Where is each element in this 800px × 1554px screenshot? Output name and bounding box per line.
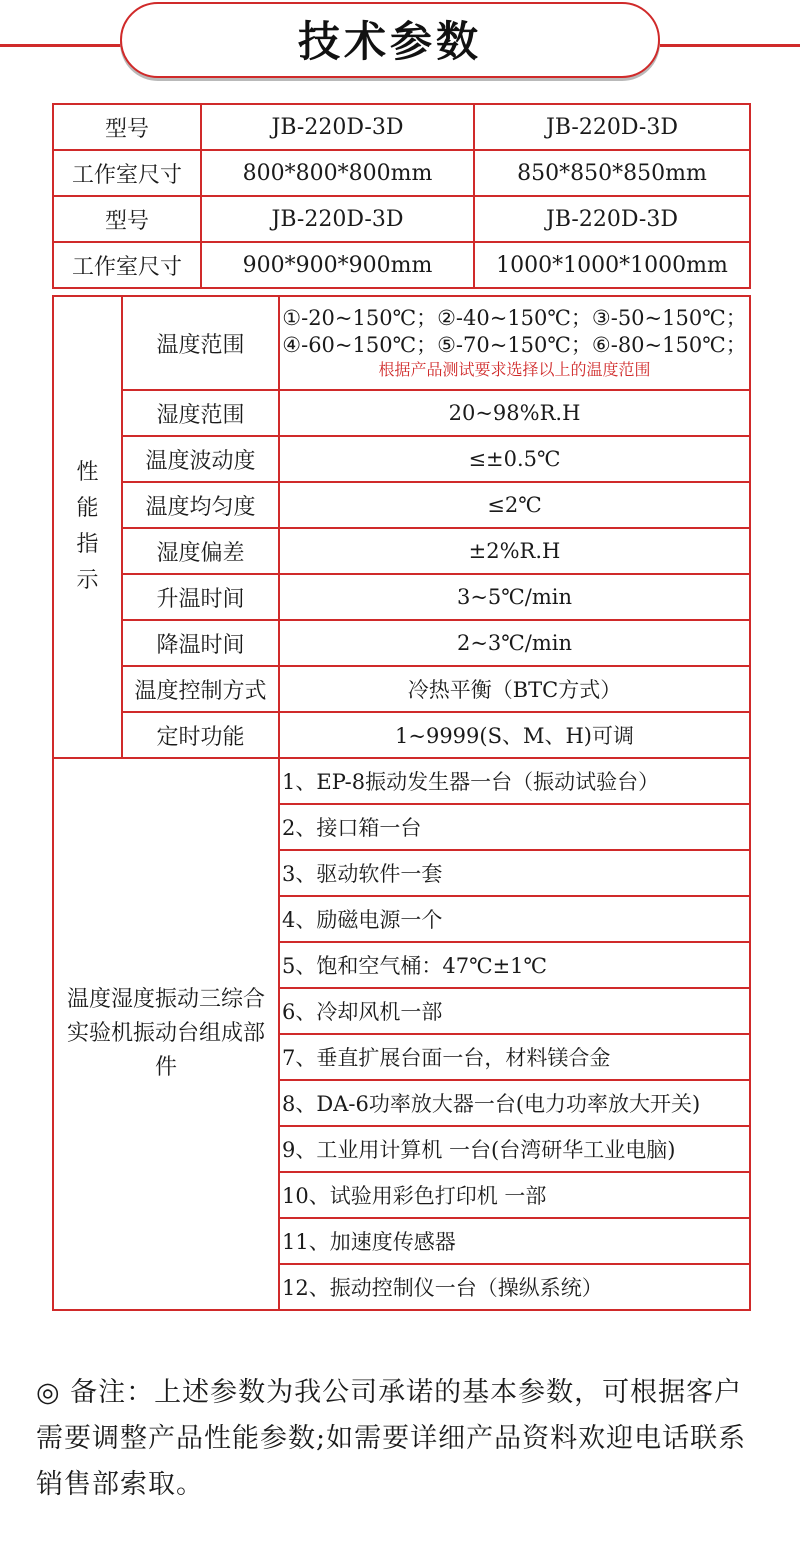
table-row	[53, 620, 750, 666]
spec-value: 1~9999(S、M、H)可调	[279, 712, 750, 758]
table-row	[53, 712, 750, 758]
model-value: JB-220D-3D	[201, 196, 474, 242]
spec-value: 20~98%R.H	[279, 390, 750, 436]
spec-label: 温度控制方式	[122, 666, 279, 712]
header-divider-left	[0, 44, 130, 47]
table-row	[53, 104, 750, 150]
temp-range-line: ①-20~150℃；②-40~150℃；③-50~150℃；	[282, 306, 747, 330]
component-item: 11、加速度传感器	[279, 1218, 750, 1264]
temp-range-line: ④-60~150℃；⑤-70~150℃；⑥-80~150℃；	[282, 333, 747, 357]
spec-label: 湿度范围	[122, 390, 279, 436]
component-item: 2、接口箱一台	[279, 804, 750, 850]
table-row	[53, 528, 750, 574]
spec-label: 定时功能	[122, 712, 279, 758]
spec-value: ±2%R.H	[279, 528, 750, 574]
spec-label: 湿度偏差	[122, 528, 279, 574]
spec-label: 温度均匀度	[122, 482, 279, 528]
temp-range-label: 温度范围	[122, 296, 279, 390]
temp-range-value	[279, 296, 750, 390]
spec-label: 温度波动度	[122, 436, 279, 482]
chamber-size-value: 1000*1000*1000mm	[474, 242, 750, 288]
model-value: JB-220D-3D	[474, 196, 750, 242]
chamber-size-value: 900*900*900mm	[201, 242, 474, 288]
chamber-size-value: 850*850*850mm	[474, 150, 750, 196]
components-group-label: 温度湿度振动三综合实验机振动台组成部件	[53, 758, 279, 1310]
chamber-size-value: 800*800*800mm	[201, 150, 474, 196]
table-row	[53, 666, 750, 712]
table-row	[53, 482, 750, 528]
table-row	[53, 436, 750, 482]
table-row	[53, 150, 750, 196]
component-item: 10、试验用彩色打印机 一部	[279, 1172, 750, 1218]
model-label: 型号	[53, 104, 201, 150]
section-header	[0, 0, 800, 88]
component-item: 12、振动控制仪一台（操纵系统）	[279, 1264, 750, 1310]
spec-table	[52, 295, 751, 1311]
performance-group-label	[53, 296, 122, 758]
temp-range-note: 根据产品测试要求选择以上的温度范围	[378, 360, 651, 379]
spec-value: ≤±0.5℃	[279, 436, 750, 482]
component-item: 1、EP-8振动发生器一台（振动试验台）	[279, 758, 750, 804]
component-item: 6、冷却风机一部	[279, 988, 750, 1034]
model-label: 型号	[53, 196, 201, 242]
model-table	[52, 103, 751, 289]
component-item: 5、饱和空气桶：47℃±1℃	[279, 942, 750, 988]
header-pill	[120, 2, 660, 78]
table-row	[53, 196, 750, 242]
component-item: 8、DA-6功率放大器一台(电力功率放大开关)	[279, 1080, 750, 1126]
table-row	[53, 296, 750, 390]
table-row	[53, 574, 750, 620]
component-item: 7、垂直扩展台面一台，材料镁合金	[279, 1034, 750, 1080]
component-item: 4、励磁电源一个	[279, 896, 750, 942]
page-title: 技术参数	[297, 17, 482, 66]
component-item: 3、驱动软件一套	[279, 850, 750, 896]
remarks-note: ◎ 备注：上述参数为我公司承诺的基本参数，可根据客户需要调整产品性能参数;如需要详细产品资料欢迎电话联系销售部索取。	[36, 1377, 747, 1500]
model-value: JB-220D-3D	[474, 104, 750, 150]
component-item: 9、工业用计算机 一台(台湾研华工业电脑)	[279, 1126, 750, 1172]
table-row	[53, 758, 750, 804]
chamber-size-label: 工作室尺寸	[53, 242, 201, 288]
header-divider-right	[660, 44, 800, 47]
chamber-size-label: 工作室尺寸	[53, 150, 201, 196]
spec-label: 降温时间	[122, 620, 279, 666]
table-row	[53, 242, 750, 288]
spec-value: 2~3℃/min	[279, 620, 750, 666]
table-row	[53, 390, 750, 436]
spec-value: ≤2℃	[279, 482, 750, 528]
spec-value: 冷热平衡（BTC方式）	[279, 666, 750, 712]
performance-group-text: 性 能 指 示	[76, 460, 99, 593]
spec-value: 3~5℃/min	[279, 574, 750, 620]
model-value: JB-220D-3D	[201, 104, 474, 150]
spec-label: 升温时间	[122, 574, 279, 620]
